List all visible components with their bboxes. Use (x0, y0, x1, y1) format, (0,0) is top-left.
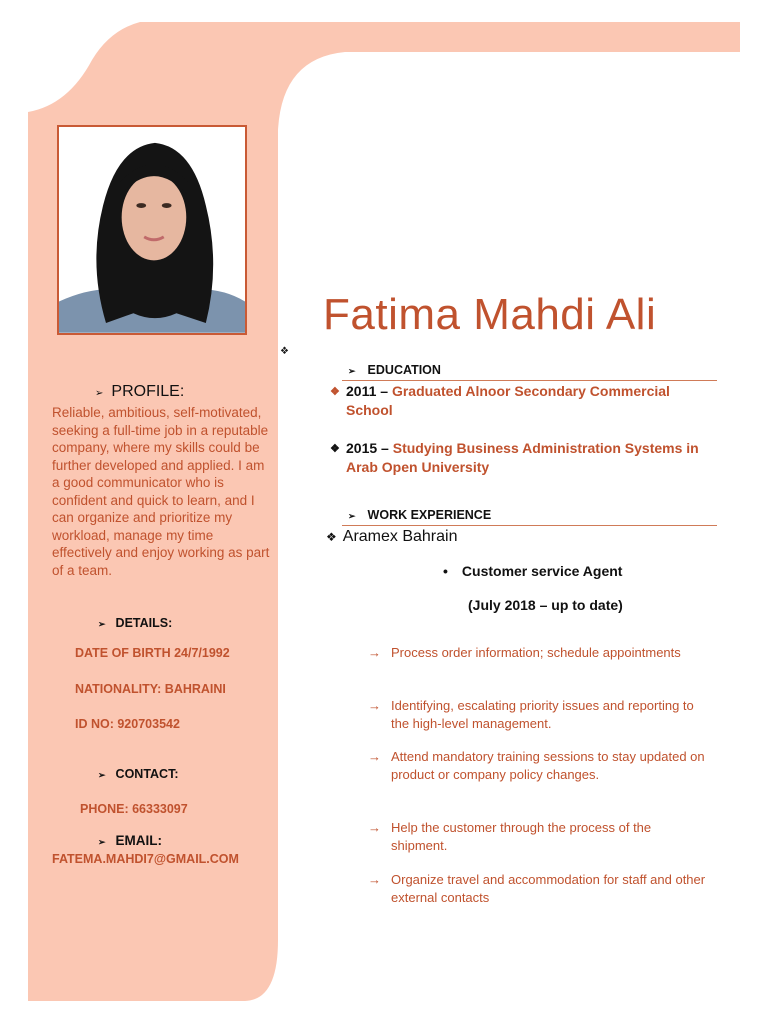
arrowhead-bullet-icon: ➢ (98, 619, 106, 629)
job-title: • Customer service Agent (443, 563, 623, 579)
email-heading: ➢ EMAIL: (98, 833, 163, 848)
diamond-bullet-icon: ❖ (326, 530, 337, 544)
education-divider (342, 380, 717, 381)
employment-dates: (July 2018 – up to date) (468, 597, 623, 613)
candidate-name: Fatima Mahdi Ali (323, 290, 657, 339)
decorative-diamond-icon: ❖ (280, 346, 289, 357)
profile-heading: ➢ PROFILE: (95, 383, 185, 400)
task-item: → Identifying, escalating priority issues and reporting to the high-level management. (368, 698, 694, 731)
task-item: → Organize travel and accommodation for staff and other external contacts (368, 872, 706, 905)
education-item: ❖ 2015 – Studying Business Administration Systems in Arab Open University (330, 440, 699, 475)
email-address: FATEMA.MAHDI7@GMAIL.COM (52, 852, 239, 866)
arrowhead-bullet-icon: ➢ (348, 511, 356, 521)
company-name: ❖ Aramex Bahrain (326, 528, 458, 545)
task-item: → Process order information; schedule appointments (368, 645, 681, 660)
diamond-bullet-icon: ❖ (330, 443, 340, 455)
work-experience-heading: ➢ WORK EXPERIENCE (348, 508, 492, 522)
arrowhead-bullet-icon: ➢ (348, 366, 356, 376)
profile-summary: Reliable, ambitious, self-motivated, seeking a full-time job in a reputable company, where my skills could be further developed and applied. I am a good communicator who is confident and quick to learn, and I can organize and prioritize my workload, manage my time effectively and enjoy working as part of a team. (52, 405, 270, 578)
details-heading: ➢ DETAILS: (98, 616, 173, 630)
arrowhead-bullet-icon: ➢ (98, 770, 106, 780)
right-arrow-icon: → (368, 820, 381, 835)
task-item: → Attend mandatory training sessions to stay updated on product or company policy changes. (368, 749, 705, 782)
education-item: ❖ 2011 – Graduated Alnoor Secondary Commercial School (330, 383, 670, 418)
nationality: NATIONALITY: BAHRAINI (75, 682, 226, 696)
task-item: → Help the customer through the process of the shipment. (368, 820, 652, 853)
id-number: ID NO: 920703542 (75, 717, 180, 731)
profile-photo (57, 125, 247, 335)
date-of-birth: DATE OF BIRTH 24/7/1992 (75, 646, 230, 660)
diamond-bullet-icon: ❖ (330, 386, 340, 398)
contact-heading: ➢ CONTACT: (98, 767, 179, 781)
education-heading: ➢ EDUCATION (348, 363, 441, 377)
phone-number: PHONE: 66333097 (80, 802, 188, 816)
right-arrow-icon: → (368, 749, 381, 764)
arrowhead-bullet-icon: ➢ (98, 837, 106, 847)
work-experience-divider (342, 525, 717, 526)
right-arrow-icon: → (368, 872, 381, 887)
arrowhead-bullet-icon: ➢ (95, 388, 104, 399)
right-arrow-icon: → (368, 698, 381, 713)
right-arrow-icon: → (368, 645, 381, 660)
dot-bullet-icon: • (443, 563, 448, 579)
